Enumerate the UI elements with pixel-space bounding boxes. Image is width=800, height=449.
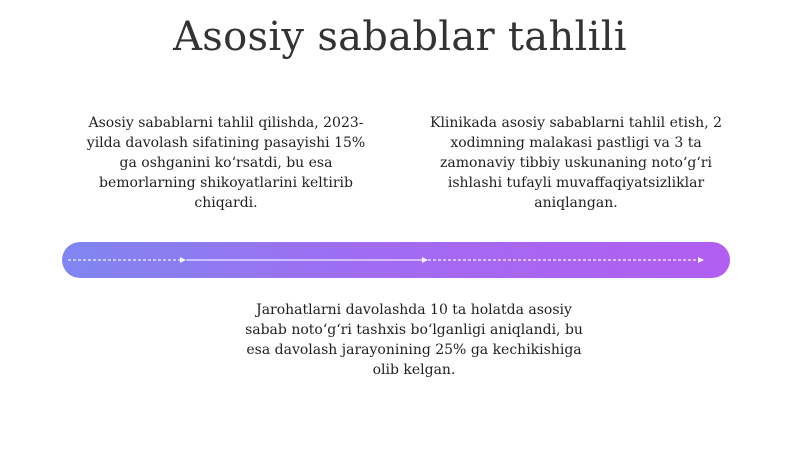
slide-title: Asosiy sabablar tahlili [173, 14, 627, 60]
point-text-left: Asosiy sabablarni tahlil qilishda, 2023-yilda davolash sifatining pasayishi 15% ga oshganini koʻrsatdi, bu esa bemorlarning shikoyatlarini keltirib chiqardi. [86, 115, 366, 211]
timeline-bar [62, 242, 730, 278]
point-text-bottom: Jarohatlarni davolashda 10 ta holatda asosiy sabab notoʻgʻri tashxis boʻlganligi aniqlandi, bu esa davolash jarayonining 25% ga kechikishiga olib kelgan. [245, 302, 583, 378]
timeline-graphic [62, 242, 730, 278]
point-text-right: Klinikada asosiy sabablarni tahlil etish, 2 xodimning malakasi pastligi va 3 ta zamonaviy tibbiy uskunaning notoʻgʻri ishlashi tufayli muvaffaqiyatsizliklar aniqlangan. [429, 115, 722, 211]
